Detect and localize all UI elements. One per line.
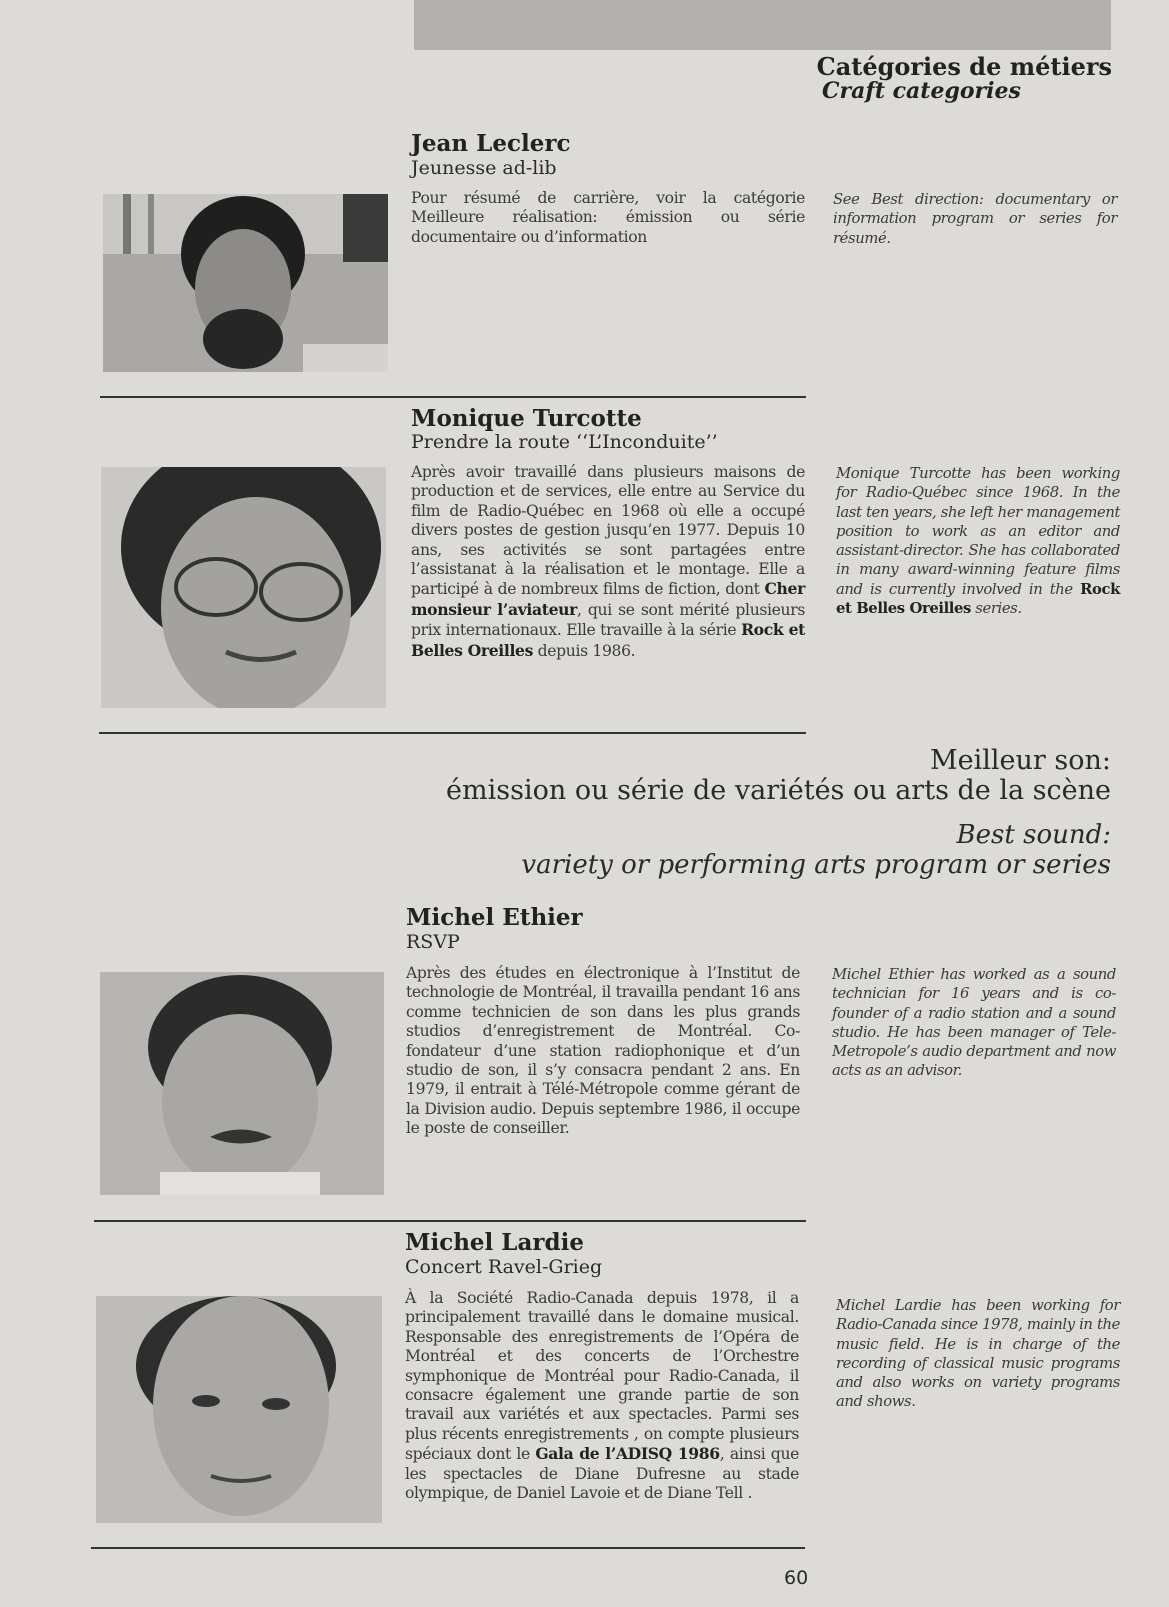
divider [94,1220,806,1222]
section-title-en-line2: variety or performing arts program or series [521,850,1111,880]
series-title: Rock et Belles Oreilles [836,580,1120,618]
bio-en: Michel Ethier has worked as a sound technician for 16 years and is co-founder of a radio station and a sound studio. He has been manager of Tele-Metropole’s audio department and now acts as an advisor. [832,966,1116,1080]
divider [99,732,806,734]
bio-en: See Best direction: documentary or information program or series for résumé. [833,191,1117,247]
section-title-en-line1: Best sound: [956,820,1111,850]
gala-title: Gala de l’ADISQ 1986 [535,1444,720,1464]
film-title: Cher monsieur l’aviateur [411,579,805,619]
section-title-fr-line1: Meilleur son: [930,745,1111,776]
nominee-name: Jean Leclerc [411,130,571,157]
nominee-program: Concert Ravel-Grieg [405,1256,603,1278]
category-title-fr: Catégories de métiers [816,52,1112,81]
nominee-name: Michel Lardie [405,1229,584,1256]
category-title-en: Craft categories [822,78,1021,104]
page-number: 60 [784,1567,809,1589]
photo-michel-lardie [96,1296,382,1523]
nominee-name: Michel Ethier [406,904,583,931]
bio-fr: Après avoir travaillé dans plusieurs maisons de production et de services, elle entre au Service du film de Radio-Québec en 1968 où elle a occupé divers postes de gestion jusqu’en 1977. Depuis 10 ans, ses activités se sont partagées entre l’assistanat à la réalisation et le montage. Elle a participé à de nombreux films de fiction, dont Cher monsieur l’aviateur, qui se sont mérité plusieurs prix internationaux. Elle travaille à la série Rock et Belles Oreilles depuis 1986. [411,463,806,660]
nominee-program: Prendre la route ‘‘L’Inconduite’’ [411,431,718,453]
bio-fr: À la Société Radio-Canada depuis 1978, il a principalement travaillé dans le domaine musical. Responsable des enregistrements de l’Opéra de Montréal et des concerts de l’Orchestre symphonique de Montréal pour Radio-Canada, il consacre également une grande partie de son travail aux variétés et aux spectacles. Parmi ses plus récents enregistrements , on compte plusieurs spéciaux dont le Gala de l’ADISQ 1986, ainsi que les spectacles de Diane Dufresne au stade olympique, de Daniel Lavoie et de Diane Tell . [405,1289,800,1503]
nominee-program: RSVP [406,931,460,953]
divider [91,1547,805,1549]
bio-fr: Pour résumé de carrière, voir la catégorie Meilleure réalisation: émission ou série documentaire ou d’information [411,189,805,246]
photo-michel-ethier [100,972,384,1195]
section-title-fr-line2: émission ou série de variétés ou arts de la scène [446,775,1111,806]
bio-en: Monique Turcotte has been working for Radio-Québec since 1968. In the last ten years, she left her management position to work as an editor and assistant-director. She has collaborated in many award-winning feature films and is currently involved in the Rock et Belles Oreilles series. [836,465,1120,618]
series-title: Rock et Belles Oreilles [411,620,806,660]
divider [100,396,806,398]
nominee-name: Monique Turcotte [411,405,642,432]
bio-fr: Après des études en électronique à l’Institut de technologie de Montréal, il travailla pendant 16 ans comme technicien de son dans les plus grands studios d’enregistrement de Montréal. Co-fondateur d’une station radiophonique et d’un studio de son, il s’y consacra pendant 2 ans. En 1979, il entrait à Télé-Métropole comme gérant de la Division audio. Depuis septembre 1986, il occupe le poste de conseiller. [406,964,800,1138]
photo-jean-leclerc [103,194,388,372]
nominee-program: Jeunesse ad-lib [411,157,557,179]
header-gray-bar [414,0,1111,50]
photo-monique-turcotte [101,467,386,708]
bio-en: Michel Lardie has been working for Radio-Canada since 1978, mainly in the music field. He is in charge of the recording of classical music programs and also works on variety programs and shows. [836,1297,1120,1411]
